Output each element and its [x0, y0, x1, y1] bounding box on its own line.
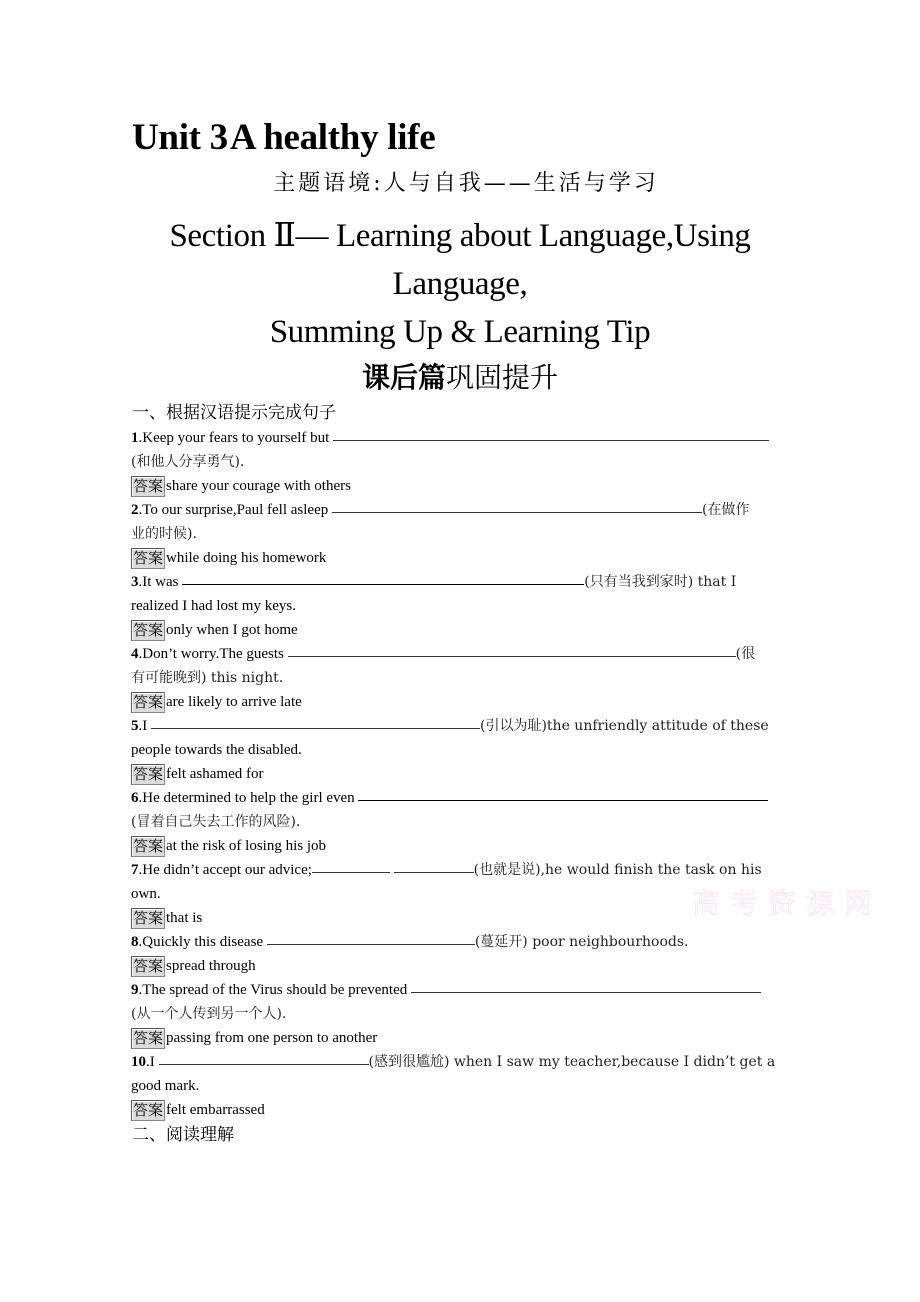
question-number: 1: [131, 430, 139, 446]
theme-context: 主题语境:人与自我——生活与学习: [273, 171, 659, 196]
chinese-hint: (引以为耻)the unfriendly attitude of these: [480, 718, 769, 734]
answer-text: felt ashamed for: [166, 766, 264, 782]
answer-row-3: [131, 618, 298, 642]
chinese-hint: (只有当我到家时) that I: [584, 574, 737, 590]
answer-button[interactable]: 答案: [133, 957, 164, 975]
question-10: [131, 1050, 775, 1074]
question-text: .The spread of the Virus should be prevented: [138, 982, 411, 998]
question-6: [131, 786, 768, 810]
question-1-hint: [131, 450, 244, 474]
answer-row-6: [131, 834, 326, 858]
question-number: 5: [131, 718, 139, 734]
question-5: [131, 714, 769, 738]
unit-title: [132, 116, 435, 160]
question-number: 6: [131, 790, 139, 806]
answer-blank[interactable]: [159, 1049, 369, 1065]
answer-text: only when I got home: [166, 622, 298, 638]
question-number: 9: [131, 982, 139, 998]
question-number: 10: [131, 1054, 146, 1070]
answer-text: felt embarrassed: [166, 1102, 265, 1118]
question-4: [131, 642, 755, 666]
answer-blank[interactable]: [411, 977, 761, 993]
question-number: 3: [131, 574, 139, 590]
question-text-continued: own.: [131, 886, 161, 902]
question-text: .I: [138, 718, 151, 734]
question-text-continued: realized I had lost my keys.: [131, 598, 296, 614]
answer-row-2: [131, 546, 326, 570]
question-text: .He determined to help the girl even: [138, 790, 359, 806]
question-number: 2: [131, 502, 139, 518]
question-9: [131, 978, 761, 1002]
answer-text: at the risk of losing his job: [166, 838, 327, 854]
answer-button[interactable]: 答案: [133, 477, 164, 495]
section-title-line-1: Section Ⅱ— Learning about Language,Using: [169, 218, 751, 254]
answer-text: while doing his homework: [166, 550, 327, 566]
exercise-subtitle: [0, 358, 920, 398]
question-number: 7: [131, 862, 139, 878]
answer-text: are likely to arrive late: [166, 694, 302, 710]
chinese-hint: (很: [735, 646, 756, 662]
question-text: .To our surprise,Paul fell asleep: [138, 502, 332, 518]
answer-blank[interactable]: [332, 497, 702, 513]
answer-button[interactable]: 答案: [133, 837, 164, 855]
answer-row-10: [131, 1098, 265, 1122]
subtitle-normal: 巩固提升: [446, 361, 559, 394]
answer-row-1: [131, 474, 351, 498]
answer-blank[interactable]: [288, 641, 736, 657]
question-10-continued: [131, 1074, 199, 1098]
chinese-hint: (在做作: [701, 502, 750, 518]
answer-row-9: [131, 1026, 377, 1050]
question-7-continued: [131, 882, 161, 906]
section-title: [0, 212, 920, 356]
answer-blank[interactable]: [333, 425, 769, 441]
chinese-hint: 有可能晚到) this night.: [131, 670, 284, 686]
question-text: .I: [146, 1054, 159, 1070]
chinese-hint: (蔓延开) poor neighbourhoods.: [474, 934, 689, 950]
chinese-hint: (从一个人传到另一个人).: [131, 1006, 287, 1022]
answer-text: passing from one person to another: [166, 1030, 378, 1046]
answer-blank-1[interactable]: [312, 857, 390, 873]
answer-blank[interactable]: [151, 713, 480, 729]
question-6-hint: [131, 810, 300, 834]
question-2-hint: [131, 522, 197, 546]
answer-blank-2[interactable]: [394, 857, 474, 873]
unit-label: Unit 3: [132, 117, 228, 158]
answer-button[interactable]: 答案: [133, 765, 164, 783]
question-text-continued: good mark.: [131, 1078, 200, 1094]
part1-heading: 一、根据汉语提示完成句子: [132, 403, 336, 423]
part2-heading: 二、阅读理解: [132, 1125, 234, 1145]
chinese-hint: (感到很尴尬) when I saw my teacher,because I didn’t get a: [368, 1054, 776, 1070]
chinese-hint: 业的时候).: [131, 526, 197, 542]
question-3-continued: [131, 594, 296, 618]
answer-button[interactable]: 答案: [133, 1029, 164, 1047]
question-5-continued: [131, 738, 302, 762]
answer-text: spread through: [166, 958, 256, 974]
answer-row-4: [131, 690, 302, 714]
question-text: .Quickly this disease: [138, 934, 267, 950]
answer-button[interactable]: 答案: [133, 549, 164, 567]
question-8: [131, 930, 689, 954]
section-title-line-3: Summing Up & Learning Tip: [269, 314, 651, 350]
chinese-hint: (和他人分享勇气).: [131, 454, 245, 470]
answer-button[interactable]: 答案: [133, 621, 164, 639]
answer-row-8: [131, 954, 256, 978]
watermark: 高考资源网: [692, 887, 883, 920]
question-text: .Keep your fears to yourself but: [138, 430, 334, 446]
question-text: .Don’t worry.The guests: [138, 646, 288, 662]
question-9-hint: [131, 1002, 286, 1026]
answer-text: share your courage with others: [166, 478, 351, 494]
question-text: .It was: [138, 574, 183, 590]
unit-name: A healthy life: [229, 117, 436, 158]
answer-button[interactable]: 答案: [133, 909, 164, 927]
answer-blank[interactable]: [358, 785, 768, 801]
answer-blank[interactable]: [267, 929, 475, 945]
answer-blank[interactable]: [182, 569, 584, 585]
answer-row-5: [131, 762, 263, 786]
question-1: [131, 426, 769, 450]
answer-text: that is: [166, 910, 203, 926]
answer-row-7: [131, 906, 202, 930]
question-4-hint: [131, 666, 283, 690]
question-number: 8: [131, 934, 139, 950]
question-text: .He didn’t accept our advice;: [138, 862, 312, 878]
question-7: [131, 858, 762, 882]
chinese-hint: (冒着自己失去工作的风险).: [131, 814, 301, 830]
section-title-line-2: Language,: [392, 266, 528, 302]
question-text-continued: people towards the disabled.: [131, 742, 302, 758]
question-3: [131, 570, 736, 594]
question-2: [131, 498, 749, 522]
chinese-hint: (也就是说),he would finish the task on his: [473, 862, 762, 878]
answer-button[interactable]: 答案: [133, 693, 164, 711]
subtitle-bold: 课后篇: [361, 361, 446, 394]
answer-button[interactable]: 答案: [133, 1101, 164, 1119]
question-number: 4: [131, 646, 139, 662]
